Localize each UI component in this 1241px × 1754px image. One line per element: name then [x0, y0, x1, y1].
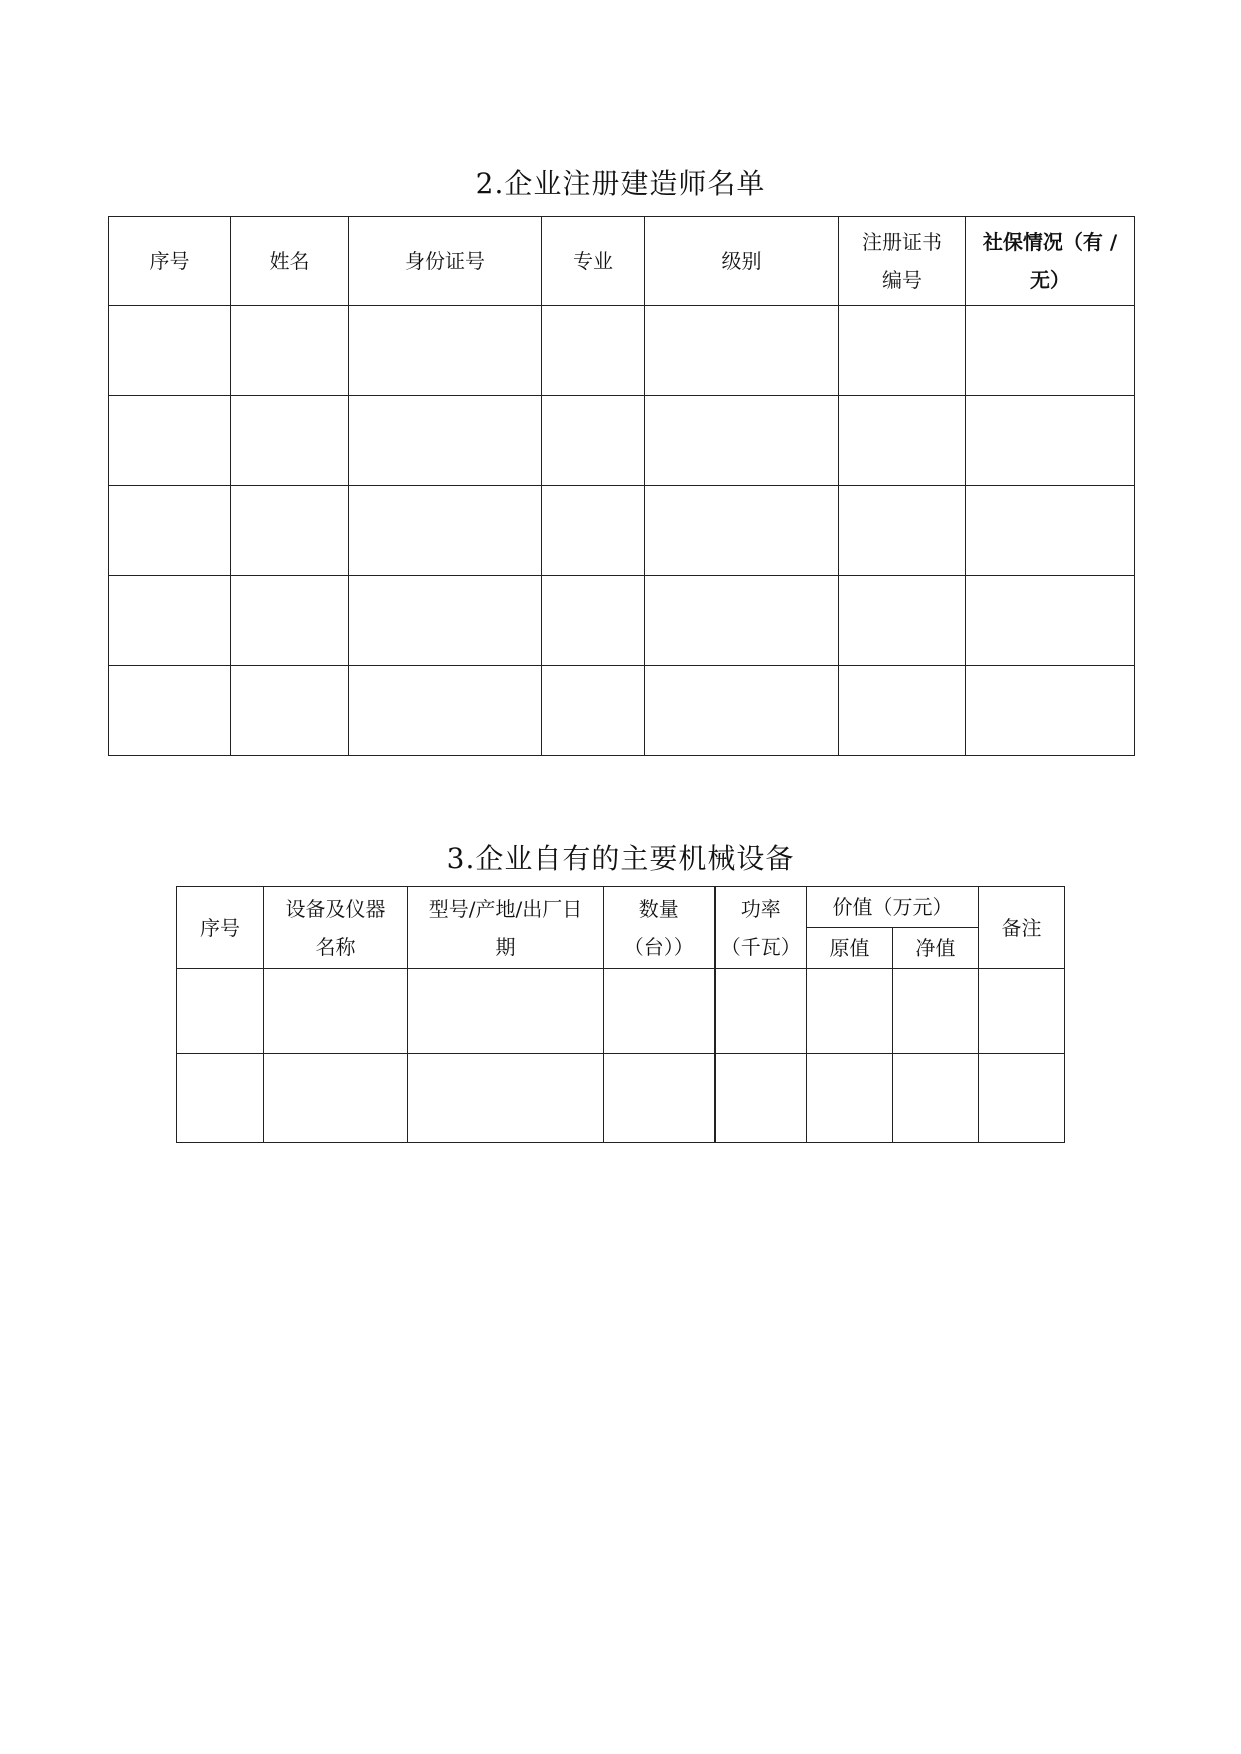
table-cell[interactable]	[966, 306, 1135, 396]
header-quantity-line2: （台））	[623, 934, 694, 959]
table-cell[interactable]	[979, 1054, 1065, 1143]
table-cell[interactable]	[542, 396, 645, 486]
table-cell[interactable]	[839, 486, 966, 576]
table-cell[interactable]	[604, 969, 715, 1054]
table-row	[109, 486, 1135, 576]
table-cell[interactable]	[966, 396, 1135, 486]
header-equipment-name-line1: 设备及仪器	[285, 896, 386, 921]
header-cert-number	[839, 217, 966, 306]
table-cell[interactable]	[645, 576, 839, 666]
table-cell[interactable]	[542, 486, 645, 576]
table-cell[interactable]	[109, 666, 231, 756]
header-model-origin-date	[408, 887, 604, 969]
table-cell[interactable]	[231, 486, 349, 576]
header-power	[715, 887, 807, 969]
header-name: 姓名	[231, 217, 349, 306]
table-row	[109, 306, 1135, 396]
table-cell[interactable]	[839, 666, 966, 756]
header-cert-line1: 注册证书	[862, 230, 942, 254]
header-model-line1: 型号/产地/出厂日	[428, 896, 583, 921]
table-cell[interactable]	[349, 576, 542, 666]
table-cell[interactable]	[807, 969, 893, 1054]
table-cell[interactable]	[264, 1054, 408, 1143]
table-cell[interactable]	[604, 1054, 715, 1143]
table-header-row	[109, 217, 1135, 306]
table-cell[interactable]	[966, 666, 1135, 756]
header-social-line1: 社保情况（有 /	[982, 230, 1118, 254]
table-cell[interactable]	[408, 1054, 604, 1143]
table-cell[interactable]	[979, 969, 1065, 1054]
header-remark: 备注	[979, 887, 1065, 969]
table-cell[interactable]	[839, 396, 966, 486]
table-cell[interactable]	[109, 396, 231, 486]
table-cell[interactable]	[349, 306, 542, 396]
table-cell[interactable]	[807, 1054, 893, 1143]
header-specialty: 专业	[542, 217, 645, 306]
table-cell[interactable]	[966, 576, 1135, 666]
header-id-number: 身份证号	[349, 217, 542, 306]
header-equipment-name-line2: 名称	[315, 934, 356, 959]
table-row	[109, 666, 1135, 756]
table-cell[interactable]	[349, 486, 542, 576]
table-cell[interactable]	[542, 666, 645, 756]
table-cell[interactable]	[966, 486, 1135, 576]
header-seq: 序号	[177, 887, 264, 969]
header-equipment-name	[264, 887, 408, 969]
table-cell[interactable]	[349, 666, 542, 756]
table-cell[interactable]	[839, 576, 966, 666]
table-cell[interactable]	[109, 576, 231, 666]
table-cell[interactable]	[349, 396, 542, 486]
table-cell[interactable]	[645, 396, 839, 486]
table-cell[interactable]	[893, 969, 979, 1054]
table-cell[interactable]	[893, 1054, 979, 1143]
table-cell[interactable]	[715, 969, 807, 1054]
header-quantity	[604, 887, 715, 969]
table-row	[177, 1054, 1065, 1143]
header-net-value: 净值	[893, 928, 979, 969]
table-cell[interactable]	[231, 576, 349, 666]
header-seq: 序号	[109, 217, 231, 306]
table-cell[interactable]	[231, 306, 349, 396]
table-cell[interactable]	[109, 306, 231, 396]
equipment-table-title: 3.企业自有的主要机械设备	[446, 842, 795, 875]
engineers-table-title: 2.企业注册建造师名单	[475, 167, 766, 200]
table-cell[interactable]	[177, 1054, 264, 1143]
table-cell[interactable]	[645, 666, 839, 756]
table-row	[177, 969, 1065, 1054]
header-social-insurance	[966, 217, 1135, 306]
table-cell[interactable]	[264, 969, 408, 1054]
table-cell[interactable]	[645, 486, 839, 576]
header-value: 价值（万元）	[807, 887, 979, 928]
equipment-table	[176, 886, 1065, 1143]
table-cell[interactable]	[231, 666, 349, 756]
table-cell[interactable]	[839, 306, 966, 396]
table-header-row	[177, 887, 1065, 928]
engineers-table	[108, 216, 1135, 756]
table-cell[interactable]	[109, 486, 231, 576]
table-cell[interactable]	[408, 969, 604, 1054]
header-quantity-line1: 数量	[638, 896, 679, 921]
table-cell[interactable]	[715, 1054, 807, 1143]
header-social-line2: 无）	[1030, 268, 1070, 292]
header-power-line1: 功率	[740, 896, 781, 921]
header-level: 级别	[645, 217, 839, 306]
table-row	[109, 396, 1135, 486]
table-cell[interactable]	[542, 576, 645, 666]
table-cell[interactable]	[542, 306, 645, 396]
header-cert-line2: 编号	[882, 268, 922, 292]
table-cell[interactable]	[177, 969, 264, 1054]
header-power-line2: （千瓦）	[720, 934, 801, 959]
header-model-line2: 期	[495, 934, 516, 959]
table-cell[interactable]	[231, 396, 349, 486]
table-row	[109, 576, 1135, 666]
header-original-value: 原值	[807, 928, 893, 969]
table-cell[interactable]	[645, 306, 839, 396]
